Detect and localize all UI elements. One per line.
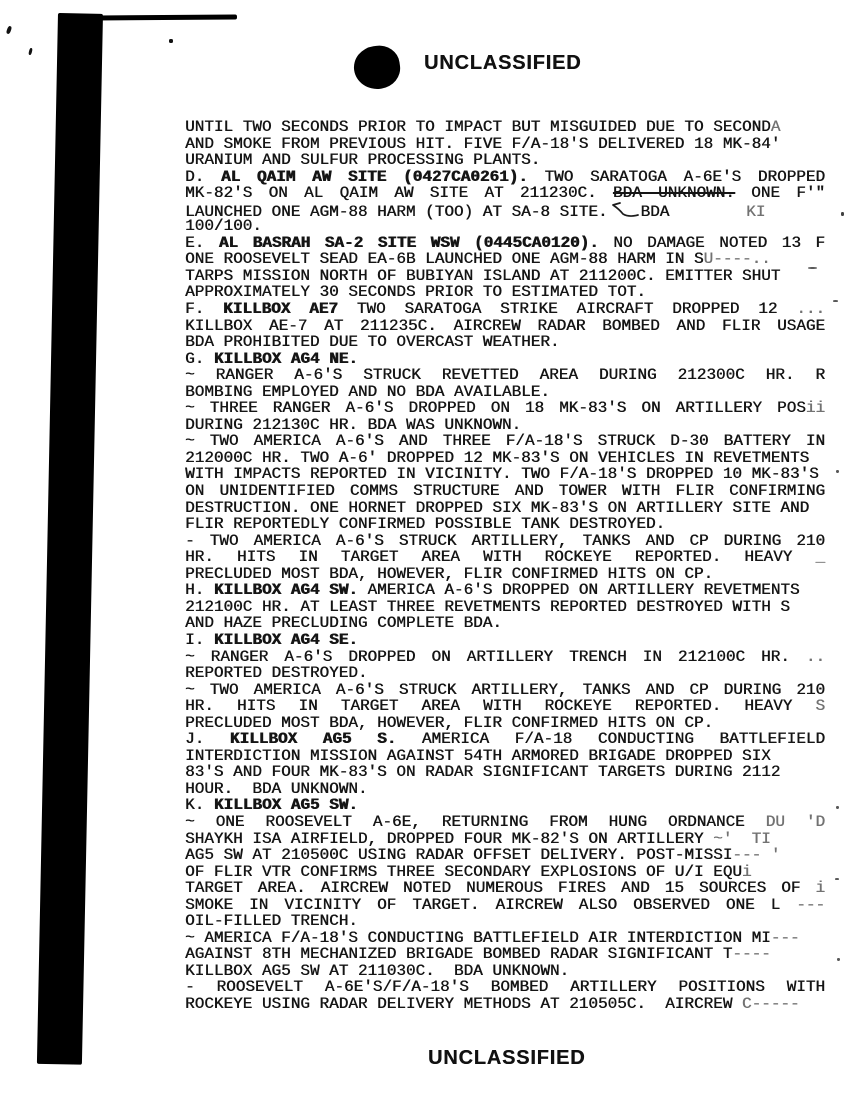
text-line — [185, 334, 825, 351]
target-heading-text: AL BASRAH SA-2 SITE WSW (0445CA0120). — [218, 233, 599, 252]
body-text: PRECLUDED MOST BDA, HOWEVER, FLIR CONFIRMED HITS ON CP. — [185, 713, 714, 732]
body-text: APPROXIMATELY 30 SECONDS PRIOR TO ESTIMATED TOT. — [185, 283, 646, 302]
body-text: BDA UNKNOWN. — [612, 184, 735, 203]
body-text: - ROOSEVELT A-6E'S/F/A-18'S BOMBED ARTILLERY POSITIONS WITH — [185, 978, 825, 997]
text-line — [185, 682, 825, 699]
body-text: _ — [815, 548, 825, 567]
body-text: 212100C HR. AT LEAST THREE REVETMENTS REPORTED DESTROYED WITH S — [185, 597, 790, 616]
scan-speck — [169, 39, 173, 43]
text-line — [185, 880, 825, 897]
body-text: ~ ONE ROOSEVELT A-6E, RETURNING FROM HUNG ORDNANCE — [185, 812, 766, 831]
body-text: ~ TWO AMERICA A-6'S AND THREE F/A-18'S STRUCK D-30 BATTERY IN — [185, 432, 825, 451]
body-text: --- ' — [732, 846, 781, 865]
text-line — [185, 847, 825, 864]
body-text: A — [770, 118, 781, 136]
body-text: REPORTED DESTROYED. — [185, 664, 368, 683]
body-text: TARGET AREA. AIRCREW NOTED NUMEROUS FIRES AND 15 SOURCES OF — [185, 879, 816, 898]
body-text: ~ TWO AMERICA A-6'S STRUCK ARTILLERY, TANKS AND CP DURING 210 — [185, 680, 825, 699]
body-text: G. — [185, 349, 214, 368]
text-line — [185, 152, 825, 169]
text-line — [185, 731, 825, 748]
text-line — [185, 533, 825, 550]
text-line — [185, 367, 825, 384]
text-line — [185, 384, 825, 401]
text-line — [185, 698, 825, 715]
body-text: KILLBOX AE-7 AT 211235C. AIRCREW RADAR BOMBED AND FLIR USAGE — [185, 316, 825, 335]
body-text: ~ RANGER A-6'S STRUCK REVETTED AREA DURING 212300C HR. R — [185, 366, 825, 385]
scan-speck — [833, 300, 838, 302]
text-line — [185, 202, 825, 219]
body-text: LAUNCHED ONE AGM-88 HARM (TOO) AT SA-8 SITE. — [185, 202, 608, 221]
body-text: ~ RANGER A-6'S DROPPED ON ARTILLERY TRENCH IN 212100C HR. — [185, 647, 806, 666]
body-text: 100/100. — [185, 217, 262, 236]
body-text: DURING 212130C HR. BDA WAS UNKNOWN. — [185, 415, 522, 434]
scan-speck — [836, 470, 839, 473]
text-line — [185, 400, 825, 417]
text-line — [185, 169, 825, 186]
body-text: ---- — [732, 945, 771, 964]
text-line — [185, 516, 825, 533]
target-heading-text: KILLBOX AG4 SE. — [213, 630, 358, 649]
text-line — [185, 632, 825, 649]
body-text: KILLBOX AG5 SW AT 211030C. BDA UNKNOWN. — [185, 961, 570, 980]
body-text: 'D — [805, 812, 825, 831]
body-text: MK-82'S ON AL QAIM AW SITE AT 211230C. — [185, 184, 613, 203]
body-text: URANIUM AND SULFUR PROCESSING PLANTS. — [185, 151, 541, 170]
text-line — [185, 831, 825, 848]
body-text: UNTIL TWO SECONDS PRIOR TO IMPACT BUT MISGUIDED DUE TO SECOND — [185, 118, 771, 136]
text-line — [185, 979, 825, 996]
classification-banner-bottom: UNCLASSIFIED — [428, 1047, 586, 1069]
text-line — [185, 946, 825, 963]
body-text: S — [815, 697, 825, 716]
body-text: AMERICA A-6'S DROPPED ON ARTILLERY REVETMENTS — [357, 581, 800, 600]
body-text: BDA PROHIBITED DUE TO OVERCAST WEATHER. — [185, 333, 560, 352]
text-line — [185, 136, 825, 153]
text-line — [185, 897, 825, 914]
body-text: AND HAZE PRECLUDING COMPLETE BDA. — [185, 614, 502, 633]
document-body — [185, 119, 825, 1013]
text-line — [185, 764, 825, 781]
text-line — [185, 450, 825, 467]
text-line — [185, 649, 825, 666]
body-text: DESTRUCTION. ONE HORNET DROPPED SIX MK-83'S ON ARTILLERY SITE AND — [185, 498, 810, 517]
scan-speck — [6, 26, 12, 35]
body-text: HR. HITS IN TARGET AREA WITH ROCKEYE REPORTED. HEAVY — [185, 548, 816, 567]
body-text: 212000C HR. TWO A-6' DROPPED 12 MK-83'S ON VEHICLES IN REVETMENTS — [185, 448, 810, 467]
body-text: ~ THREE RANGER A-6'S DROPPED ON 18 MK-83'S ON ARTILLERY POS — [185, 399, 806, 418]
text-line — [185, 566, 825, 583]
body-text: HR. HITS IN TARGET AREA WITH ROCKEYE REPORTED. HEAVY — [185, 697, 816, 716]
text-line — [185, 930, 825, 947]
body-text: PRECLUDED MOST BDA, HOWEVER, FLIR CONFIRMED HITS ON CP. — [185, 564, 714, 583]
text-line — [185, 235, 825, 252]
body-text: i — [741, 862, 752, 881]
text-line — [185, 549, 825, 566]
body-text: TWO SARATOGA STRIKE AIRCRAFT DROPPED 12 — [337, 300, 797, 319]
handwritten-arrow-icon — [609, 202, 639, 218]
body-text — [785, 813, 806, 831]
text-line — [185, 748, 825, 765]
body-text: E. — [185, 233, 219, 252]
text-line — [185, 715, 825, 732]
text-line — [185, 119, 825, 136]
body-text: OF FLIR VTR CONFIRMS THREE SECONDARY EXPLOSIONS OF U/I EQU — [185, 862, 742, 881]
classification-stamp-circle-icon — [351, 43, 403, 92]
body-text: NO DAMAGE NOTED 13 F — [598, 233, 825, 252]
target-heading-text: KILLBOX AG4 SW. — [213, 581, 358, 600]
body-text: .. — [805, 647, 825, 666]
body-text: K. — [185, 796, 214, 815]
text-line — [185, 483, 825, 500]
body-text: ~' TI — [713, 829, 771, 848]
body-text: HOUR. BDA UNKNOWN. — [185, 779, 368, 798]
body-text: ROCKEYE USING RADAR DELIVERY METHODS AT 210505C. AIRCREW — [185, 994, 742, 1013]
target-heading-text: KILLBOX AG5 SW. — [213, 796, 358, 815]
classification-banner-top: UNCLASSIFIED — [424, 52, 582, 74]
body-text: ~ AMERICA F/A-18'S CONDUCTING BATTLEFIELD AIR INTERDICTION MI — [185, 928, 771, 947]
body-text: D. — [185, 167, 221, 186]
redaction-bar — [37, 13, 103, 1065]
body-text: SMOKE IN VICINITY OF TARGET. AIRCREW ALSO OBSERVED ONE L — [185, 895, 797, 914]
text-line — [185, 814, 825, 831]
body-text: AGAINST 8TH MECHANIZED BRIGADE BOMBED RADAR SIGNIFICANT T — [185, 945, 733, 964]
text-line — [185, 582, 825, 599]
body-text: 83'S AND FOUR MK-83'S ON RADAR SIGNIFICANT TARGETS DURING 2112 — [185, 763, 781, 782]
body-text: FLIR REPORTEDLY CONFIRMED POSSIBLE TANK DESTROYED. — [185, 515, 666, 534]
body-text: C----- — [741, 994, 800, 1013]
body-text: --- — [796, 895, 825, 914]
body-text: BOMBING EMPLOYED AND NO BDA AVAILABLE. — [185, 382, 550, 401]
text-line — [185, 433, 825, 450]
body-text: H. — [185, 581, 214, 600]
body-text: TARPS MISSION NORTH OF BUBIYAN ISLAND AT 211200C. EMITTER SHUT — [185, 266, 781, 285]
body-text: - TWO AMERICA A-6'S STRUCK ARTILLERY, TANKS AND CP DURING 210 — [185, 531, 825, 550]
body-text: INTERDICTION MISSION AGAINST 54TH ARMORED BRIGADE DROPPED SIX — [185, 746, 771, 765]
body-text: SHAYKH ISA AIRFIELD, DROPPED FOUR MK-82'S ON ARTILLERY — [185, 829, 714, 848]
text-line — [185, 963, 825, 980]
scan-speck — [835, 878, 839, 880]
scan-speck — [841, 212, 844, 216]
body-text: --- — [770, 928, 800, 947]
body-text: AMERICA F/A-18 CONDUCTING BATTLEFIELD — [396, 730, 826, 749]
body-text: ONE ROOSEVELT SEAD EA-6B LAUNCHED ONE AGM-88 HARM IN S — [185, 250, 704, 269]
body-text: OIL-FILLED TRENCH. — [185, 912, 358, 931]
text-line — [185, 996, 825, 1013]
body-text: TWO SARATOGA A-6E'S DROPPED — [527, 167, 825, 186]
body-text: BDA — [640, 202, 670, 221]
scan-speck — [28, 48, 33, 56]
text-line — [185, 864, 825, 881]
target-heading-text: KILLBOX AG5 S. — [229, 730, 397, 749]
text-line — [185, 665, 825, 682]
text-line — [185, 781, 825, 798]
body-text: DU — [765, 812, 785, 831]
text-line — [185, 318, 825, 335]
body-text: ... — [796, 300, 825, 319]
body-text: AND SMOKE FROM PREVIOUS HIT. FIVE F/A-18'S DELIVERED 18 MK-84' — [185, 134, 781, 153]
text-line — [185, 284, 825, 301]
text-line — [185, 301, 825, 318]
text-line — [185, 599, 825, 616]
text-line — [185, 500, 825, 517]
redaction-line — [94, 15, 237, 21]
text-line — [185, 615, 825, 632]
body-text: J. — [185, 730, 230, 749]
body-text: U----.. — [703, 250, 771, 269]
text-line — [185, 466, 825, 483]
body-text: ON UNIDENTIFIED COMMS STRUCTURE AND TOWER WITH FLIR CONFIRMING — [185, 482, 825, 501]
target-heading-text: KILLBOX AG4 NE. — [213, 349, 358, 368]
scan-speck — [808, 267, 817, 269]
body-text: F. — [185, 300, 224, 319]
scan-speck — [836, 806, 839, 809]
text-line — [185, 268, 825, 285]
text-line — [185, 417, 825, 434]
body-text: I. — [185, 630, 214, 649]
target-heading-text: AL QAIM AW SITE (0427CA0261). — [220, 167, 528, 186]
text-line — [185, 185, 825, 202]
body-text: KI — [669, 202, 766, 221]
target-heading-text: KILLBOX AE7 — [223, 300, 338, 319]
text-line — [185, 351, 825, 368]
body-text: WITH IMPACTS REPORTED IN VICINITY. TWO F/A-18'S DROPPED 10 MK-83'S — [185, 465, 819, 484]
body-text: AG5 SW AT 210500C USING RADAR OFFSET DELIVERY. POST-MISSI — [185, 846, 733, 865]
text-line — [185, 913, 825, 930]
body-text: i — [815, 879, 825, 898]
scan-speck — [837, 958, 840, 961]
body-text: ONE F'" — [734, 184, 826, 203]
text-line — [185, 797, 825, 814]
body-text: ii — [805, 399, 825, 418]
text-line — [185, 251, 825, 268]
